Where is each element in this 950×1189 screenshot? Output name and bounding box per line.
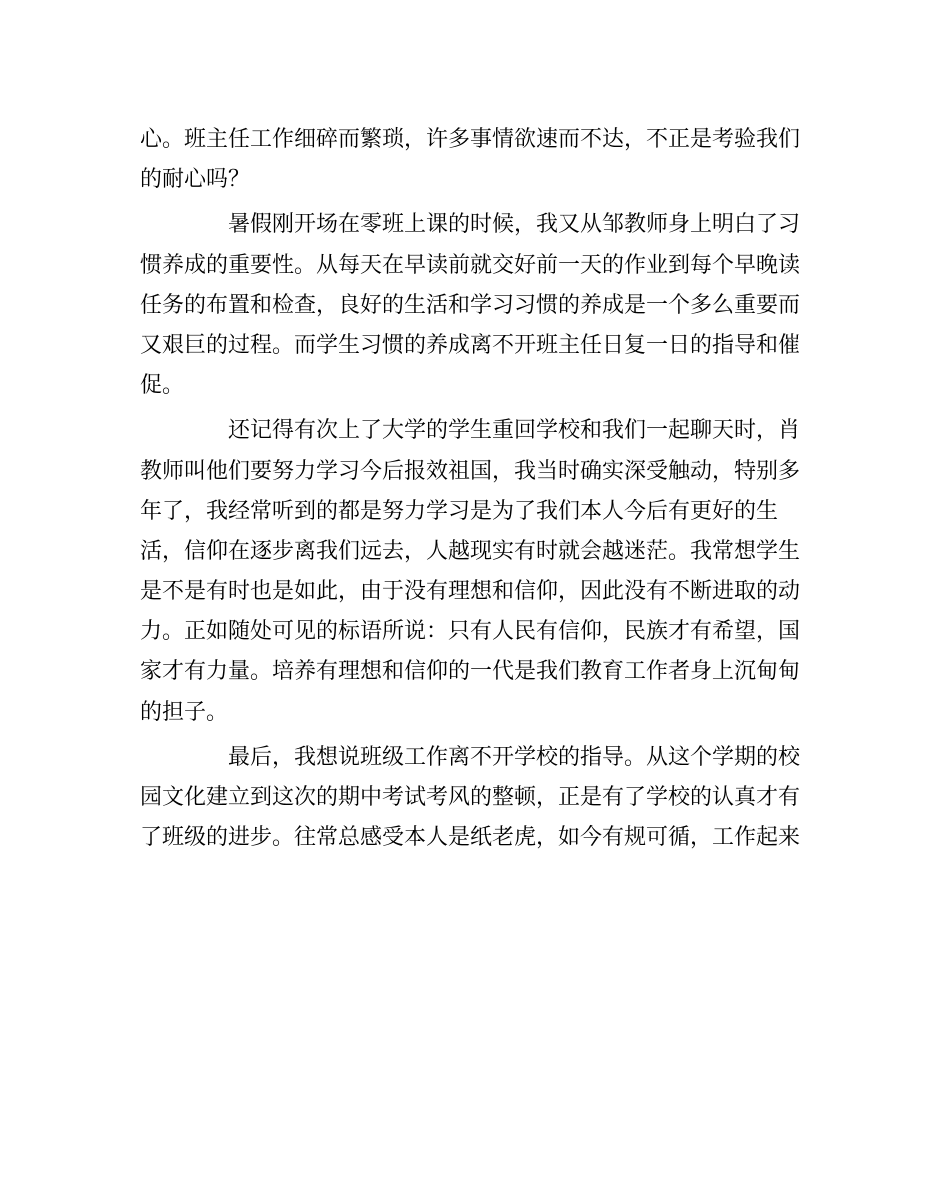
text-line: 的担子。 [140, 699, 229, 725]
paragraph-3 [140, 411, 800, 733]
text-line: 又艰巨的过程。而学生习惯的养成离不开班主任日复一日的指导和催 [140, 332, 801, 358]
text-line: 惯养成的重要性。从每天在早读前就交好前一天的作业到每个早晚读 [140, 252, 801, 278]
text-line: 的耐心吗？ [140, 167, 251, 193]
document-body [140, 120, 800, 858]
text-line: 家才有力量。培养有理想和信仰的一代是我们教育工作者身上沉甸甸 [140, 659, 801, 685]
text-line: 任务的布置和检查，良好的生活和学习习惯的养成是一个多么重要而 [140, 292, 801, 318]
text-line: 园文化建立到这次的期中考试考风的整顿，正是有了学校的认真才有 [140, 785, 801, 810]
text-line: 了班级的进步。往常总感受本人是纸老虎，如今有规可循，工作起来 [140, 825, 801, 851]
text-line: 力。正如随处可见的标语所说：只有人民有信仰，民族才有希望，国 [140, 619, 801, 645]
paragraph-4 [140, 738, 800, 859]
text-line: 心。班主任工作细碎而繁琐，许多事情欲速而不达，不正是考验我们 [140, 127, 801, 152]
text-line: 年了，我经常听到的都是努力学习是为了我们本人今后有更好的生 [140, 498, 779, 524]
text-line: 最后，我想说班级工作离不开学校的指导。从这个学期的校 [228, 744, 801, 770]
paragraph-1 [140, 120, 800, 200]
text-line: 暑假刚开场在零班上课的时候，我又从邹教师身上明白了习 [228, 212, 801, 238]
text-line: 还记得有次上了大学的学生重回学校和我们一起聊天时，肖 [228, 418, 801, 444]
text-line: 促。 [140, 373, 185, 399]
text-line: 活，信仰在逐步离我们远去，人越现实有时就会越迷茫。我常想学生 [140, 538, 801, 564]
paragraph-2 [140, 205, 800, 406]
text-line: 是不是有时也是如此，由于没有理想和信仰，因此没有不断进取的动 [140, 579, 801, 605]
text-line: 教师叫他们要努力学习今后报效祖国，我当时确实深受触动，特别多 [140, 458, 801, 484]
